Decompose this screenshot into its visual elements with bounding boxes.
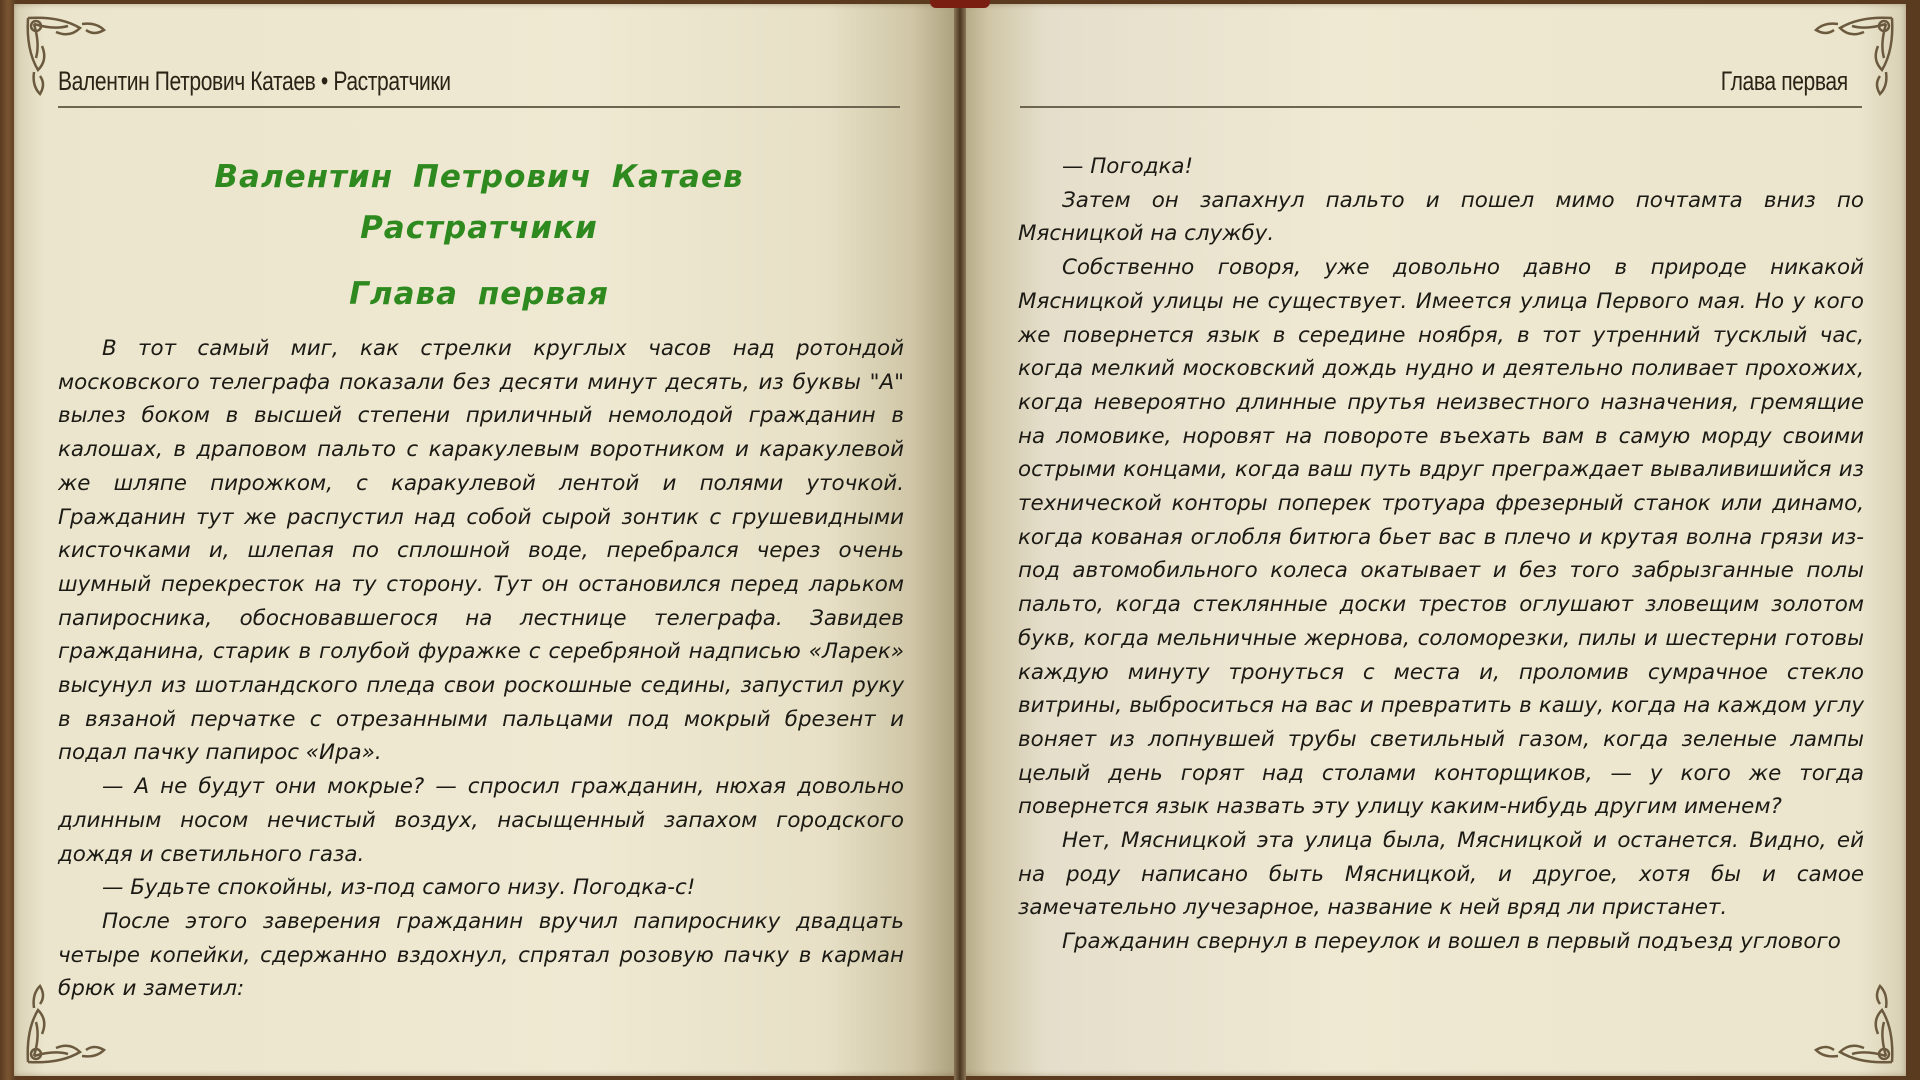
header-rule — [58, 106, 900, 108]
book-spine — [954, 0, 966, 1080]
paragraph: В тот самый миг, как стрелки круглых часов над ротондой московского телеграфа показали без десяти минут десять, из буквы "А" вылез боком в высшей степени приличный немолодой гражданин в калошах, в драповом пальто с каракулевым воротником и каракулевой же шляпе пирожком, с каракулевой лентой и полями уточкой. Гражданин тут же распустил над собой сырой зонтик с грушевидными кисточками и, шлепая по сплошной воде, перебрался через очень шумный перекресток на ту сторону. Тут он остановился перед ларьком папиросника, обосновавшегося на лестнице телеграфа. Завидев гражданина, старик в голубой фуражке с серебряной надписью «Ларек» высунул из шотландского пледа свои роскошные седины, запустил руку в вязаной перчатке с отрезанными пальцами под мокрый брезент и подал пачку папирос «Ира». — [58, 336, 904, 766]
running-head-right: Глава первая — [1721, 66, 1848, 96]
running-head-left: Валентин Петрович Катаев • Растратчики — [58, 66, 451, 96]
paragraph: После этого заверения гражданин вручил папироснику двадцать четыре копейки, сдержанно вздохнул, спрятал розовую пачку в карман брюк и заметил: — [58, 908, 904, 1002]
paragraph: Затем он запахнул пальто и пошел мимо почтамта вниз по Мясницкой на службу. — [1018, 187, 1864, 247]
left-page[interactable] — [14, 4, 960, 1076]
paragraph: — А не будут они мокрые? — спросил гражданин, нюхая довольно длинным носом нечистый воздух, насыщенный запахом городского дождя и светильного газа. — [58, 774, 904, 867]
paragraph: — Погодка! — [1062, 154, 1194, 179]
bookmark-ribbon — [930, 0, 990, 8]
paragraph: — Будьте спокойны, из-под самого низу. Погодка-с! — [102, 875, 696, 901]
left-page-text — [58, 332, 904, 1006]
book-author: Валентин Петрович Катаев — [214, 159, 744, 195]
book-title: Растратчики — [360, 210, 598, 246]
paragraph: Нет, Мясницкой эта улица была, Мясницкой и останется. Видно, ей на роду написано быть Мясницкой, и другое, хотя бы и самое замечательно лучезарное, название к ней вряд ли пристанет. — [1018, 828, 1864, 921]
header-rule — [1020, 106, 1862, 108]
paragraph: Собственно говоря, уже довольно давно в природе никакой Мясницкой улицы не существует. Имеется улица Первого мая. Но у кого же повернется язык в середине ноября, в тот утренний тусклый час, когда мелкий московский дождь нудно и деятельно поливает прохожих, когда невероятно длинные прутья неизвестного назначения, гремящие на ломовике, норовят на повороте въехать вам в самую морду своими острыми концами, когда ваш путь вдруг преграждает вываливишийся из технической конторы поперек тротуара фрезерный станок или динамо, когда кованая оглобля битюга бьет вас в плечо и крутая волна грязи из-под автомобильного колеса окатывает и без того забрызганные полы пальто, когда стеклянные доски трестов оглушают зловещим золотом букв, когда мельничные жернова, соломорезки, пилы и шестерни готовы каждую минуту тронуться с места и, проломив сумрачное стекло витрины, выброситься на вас и превратить в кашу, когда на каждом углу воняет из лопнувшей трубы светильный газом, когда зеленые лампы целый день горят над столами конторщиков, — у кого же тогда повернется язык назвать эту улицу каким-нибудь другим именем? — [1018, 255, 1864, 820]
right-page[interactable] — [960, 4, 1906, 1076]
paragraph: Гражданин свернул в переулок и вошел в первый подъезд углового — [1062, 929, 1841, 955]
right-page-text — [1018, 150, 1864, 959]
chapter-title: Глава первая — [349, 276, 609, 312]
corner-ornament-icon — [1790, 960, 1900, 1070]
